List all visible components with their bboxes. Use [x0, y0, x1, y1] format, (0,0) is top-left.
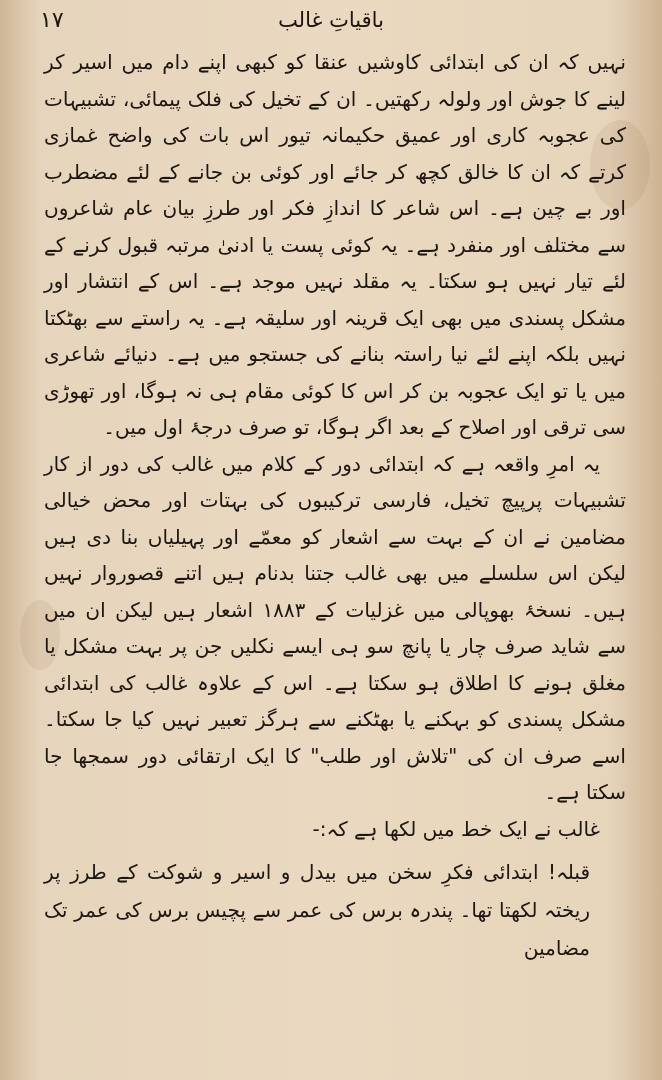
page-number: ۱۷ — [40, 8, 64, 33]
running-head: باقیاتِ غالب — [278, 8, 384, 32]
paragraph: یہ امرِ واقعہ ہے کہ ابتدائی دور کے کلام میں غالب کی دور از کار تشبیہات پرپیچ تخیل، فارسی ترکیبوں کی بہتات اور محض خیالی مضامین نے ان کے بہت سے اشعار کو معمّے اور پہیلیاں بنا دی ہیں لیکن اس سلسلے میں بھی غالب جتنا بدنام ہیں اتنے قصوروار نہیں ہیں۔ نسخۂ بھوپالی میں غزلیات کے ۱۸۸۳ اشعار ہیں لیکن ان میں سے شاید صرف چار یا پانچ سو ہی ایسے نکلیں جن پر بہت مشکل یا مغلق ہونے کا اطلاق ہو سکتا ہے۔ اس کے علاوہ غالب کی ابتدائی مشکل پسندی کو بہکنے یا بھٹکنے سے ہرگز تعبیر نہیں کیا جا سکتا۔ اسے صرف ان کی "تلاش اور طلب" کا ایک ارتقائی دور سمجھا جا سکتا ہے۔ — [44, 451, 626, 804]
block-quote: قبلہ! ابتدائی فکرِ سخن میں بیدل و اسیر و شوکت کے طرز پر ریختہ لکھتا تھا۔ پندرہ برس کی عمر سے پچیس برس کی عمر تک مضامین — [44, 860, 590, 960]
paragraph: نہیں کہ ان کی ابتدائی کاوشیں عنقا کو کبھی اپنے دام میں اسیر کر لینے کا جوش اور ولولہ رکھتیں۔ ان کے تخیل کی فلک پیمائی، تشبیہات کی عجوبہ کاری اور عمیق حکیمانہ تیور اس بات کی واضح غمازی کرتے کہ ان کا خالق کچھ کر جائے اور کوئی بن جانے کے لئے مضطرب اور بے چین ہے۔ اس شاعر کا اندازِ فکر اور طرزِ بیان عام شاعروں سے مختلف اور منفرد ہے۔ یہ کوئی پست یا ادنیٰ مرتبہ قبول کرنے کے لئے تیار نہیں ہو سکتا۔ یہ مقلد نہیں موجد ہے۔ اس کے انتشار اور مشکل پسندی میں بھی ایک قرینہ اور سلیقہ ہے۔ یہ راستے سے بھٹکتا نہیں بلکہ اپنے لئے نیا راستہ بنانے کی جستجو میں ہے۔ دنیائے شاعری میں یا تو ایک عجوبہ بن کر اس کا کوئی مقام ہی نہ ہوگا، اور تھوڑی سی ترقی اور اصلاح کے بعد اگر ہوگا، تو صرف درجۂ اول میں۔ — [44, 50, 627, 439]
paragraph: غالب نے ایک خط میں لکھا ہے کہ:- — [312, 816, 600, 841]
body-text — [44, 44, 626, 967]
page-header — [40, 8, 622, 38]
